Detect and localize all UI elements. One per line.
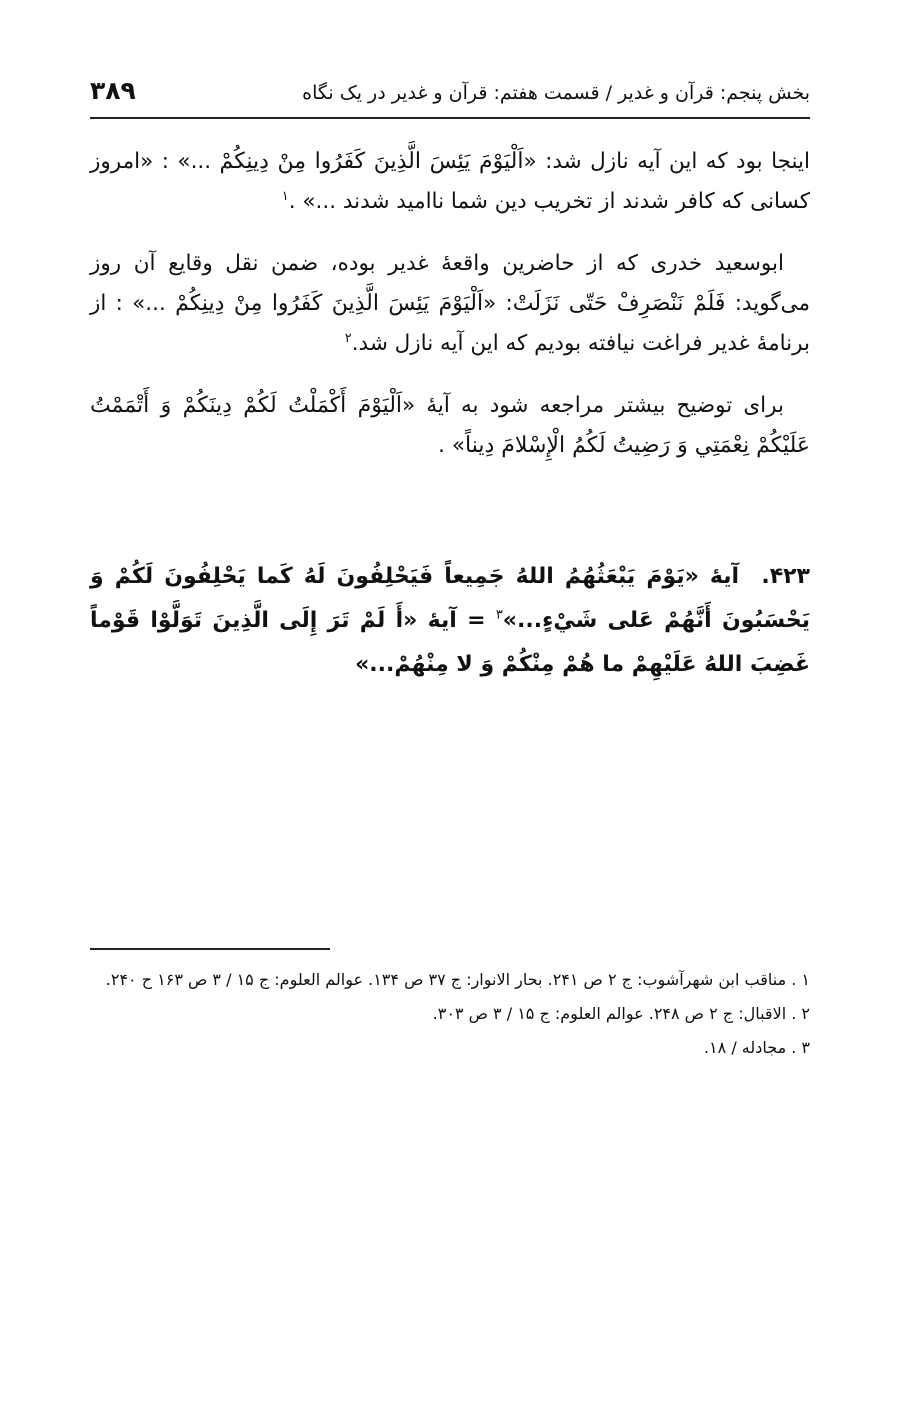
paragraph-2-quran-b: اَلْيَوْمَ يَئِسَ الَّذِينَ كَفَرُوا مِنْ دِينِكُمْ [175, 291, 484, 316]
verse-text-1: آیهٔ «يَوْمَ يَبْعَثُهُمُ اللهُ جَمِيعاً فَيَحْلِفُونَ لَهُ كَما يَحْلِفُونَ لَكُمْ وَ يَحْسَبُونَ أَنَّهُمْ عَلى شَيْءٍ...» [90, 564, 811, 633]
book-page [90, 60, 810, 1360]
footnote-3: ۳ . مجادله / ۱۸. [703, 1038, 810, 1057]
verse-entry-423 [90, 555, 810, 687]
verse-number: ۴۲۳. [761, 564, 810, 589]
verse-text-2: = آیهٔ «أَ لَمْ تَرَ إِلَى الَّذِينَ تَوَلَّوْا قَوْماً غَضِبَ اللهُ عَلَيْهِمْ ما هُمْ مِنْكُمْ وَ لا مِنْهُمْ...» [90, 608, 810, 677]
footnote-ref-2[interactable]: ۲ [344, 330, 352, 346]
header-rule [90, 117, 810, 119]
paragraph-1 [90, 142, 810, 222]
page-number: ۳۸۹ [90, 76, 136, 105]
paragraph-3 [90, 386, 810, 466]
body-text [90, 142, 810, 488]
paragraph-1-quran: اَلْيَوْمَ يَئِسَ الَّذِينَ كَفَرُوا مِنْ دِينِكُمْ [219, 149, 524, 174]
paragraph-3-quran: اَلْيَوْمَ أَكْمَلْتُ لَكُمْ دِينَكُمْ وَ أَتْمَمْتُ عَلَيْكُمْ نِعْمَتِي وَ رَضِيتُ لَكُمُ الْإِسْلامَ دِيناً [90, 393, 810, 458]
paragraph-2-text-c: ...» : از برنامهٔ غدیر فراغت نیافته بودیم که این آیه نازل شد. [90, 291, 810, 356]
footnote-ref-3[interactable]: ۳ [495, 607, 503, 623]
running-title: بخش پنجم: قرآن و غدیر / قسمت هفتم: قرآن و غدیر در یک نگاه [302, 82, 810, 104]
paragraph-2 [90, 244, 810, 364]
paragraph-2-text-b: : « [483, 291, 513, 316]
paragraph-1-text-a: اینجا بود که این آیه نازل شد: « [523, 149, 810, 174]
paragraph-1-text-b: ...» : «امروز کسانی که کافر شدند از تخریب دین شما ناامید شدند ...» . [90, 149, 810, 214]
footnotes [90, 963, 810, 1065]
footnote-ref-1[interactable]: ۱ [281, 188, 289, 204]
paragraph-2-text-a: ابوسعید خدری که از حاضرین واقعهٔ غدیر بوده، ضمن نقل وقایع آن روز می‌گوید: [90, 251, 810, 316]
paragraph-3-text-a: برای توضیح بیشتر مراجعه شود به آیهٔ « [402, 393, 785, 418]
running-header [90, 76, 810, 116]
paragraph-3-text-b: » . [438, 433, 465, 458]
footnote-separator [90, 948, 330, 950]
paragraph-2-quran-a: فَلَمْ نَنْصَرِفْ حَتّى نَزَلَتْ [512, 291, 726, 316]
footnote-1: ۱ . مناقب ابن شهرآشوب: ج ۲ ص ۲۴۱. بحار الانوار: ج ۳۷ ص ۱۳۴. عوالم العلوم: ج ۱۵ / ۳ ص ۱۶۳ ح ۲۴۰. [105, 970, 810, 989]
footnote-2: ۲ . الاقبال: ج ۲ ص ۲۴۸. عوالم العلوم: ج ۱۵ / ۳ ص ۳۰۳. [432, 1004, 810, 1023]
